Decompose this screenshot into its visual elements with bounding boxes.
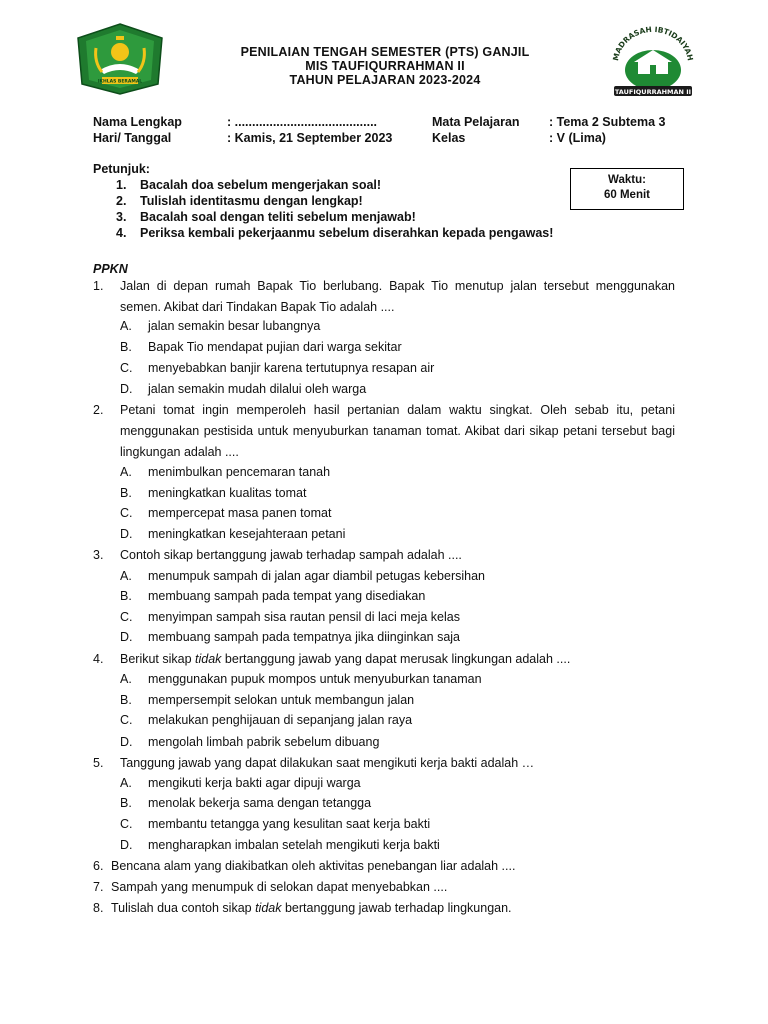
answer-option: D. jalan semakin mudah dilalui oleh warga <box>120 382 367 396</box>
instruction-item: 3. Bacalah soal dengan teliti sebelum menjawab! <box>116 210 416 224</box>
school-logo <box>604 24 702 106</box>
question-number: 3. <box>93 548 104 562</box>
time-label: Waktu: <box>608 174 646 186</box>
class-value: : V (Lima) <box>549 131 606 145</box>
subject-label: Mata Pelajaran <box>432 115 520 129</box>
answer-option: D. meningkatkan kesejahteraan petani <box>120 527 346 541</box>
answer-option: B. meningkatkan kualitas tomat <box>120 486 307 500</box>
answer-option: B. membuang sampah pada tempat yang disediakan <box>120 589 426 603</box>
short-question: 8. Tulislah dua contoh sikap tidak bertanggung jawab terhadap lingkungan. <box>93 901 512 915</box>
question-text: Jalan di depan rumah Bapak Tio berlubang. Bapak Tio menutup jalan tersebut menggunakan semen. Akibat dari Tindakan Bapak Tio adalah .... <box>120 279 675 314</box>
question-number: 5. <box>93 756 104 770</box>
answer-option: A. menumpuk sampah di jalan agar diambil petugas kebersihan <box>120 569 486 583</box>
exam-title <box>180 45 590 87</box>
short-question: 7. Sampah yang menumpuk di selokan dapat menyebabkan .... <box>93 880 448 894</box>
name-field: : ......................................... <box>227 115 378 129</box>
answer-option: A. jalan semakin besar lubangnya <box>120 319 321 333</box>
answer-option: C. membantu tetangga yang kesulitan saat kerja bakti <box>120 817 431 831</box>
question-number: 1. <box>93 279 104 293</box>
title-line-1: PENILAIAN TENGAH SEMESTER (PTS) GANJIL <box>240 45 530 59</box>
answer-option: C. menyebabkan banjir karena tertutupnya resapan air <box>120 361 435 375</box>
instruction-item: 1. Bacalah doa sebelum mengerjakan soal! <box>116 178 382 192</box>
answer-option: D. membuang sampah pada tempatnya jika diinginkan saja <box>120 630 460 644</box>
subject-value: : Tema 2 Subtema 3 <box>549 115 666 129</box>
answer-option: B. Bapak Tio mendapat pujian dari warga sekitar <box>120 340 402 354</box>
date-label: Hari/ Tanggal <box>93 131 172 145</box>
answer-option: B. menolak bekerja sama dengan tetangga <box>120 796 372 810</box>
instruction-item: 4. Periksa kembali pekerjaanmu sebelum diserahkan kepada pengawas! <box>116 226 554 240</box>
answer-option: C. mempercepat masa panen tomat <box>120 506 332 520</box>
question-text: Petani tomat ingin memperoleh hasil pertanian dalam waktu singkat. Oleh sebab itu, petani menggunakan pestisida untuk menyuburkan tanaman tomat. Akibat dari sikap petani tersebut bagi lingkungan adalah .... <box>120 403 675 459</box>
question-text: Berikut sikap tidak bertanggung jawab yang dapat merusak lingkungan adalah .... <box>120 652 571 666</box>
date-value: : Kamis, 21 September 2023 <box>227 131 393 145</box>
question-text: Contoh sikap bertanggung jawab terhadap sampah adalah .... <box>120 548 462 562</box>
question-number: 2. <box>93 403 104 417</box>
name-label: Nama Lengkap <box>93 115 182 129</box>
answer-option: D. mengolah limbah pabrik sebelum dibuang <box>120 735 380 749</box>
logo-right-top-text: MADRASAH IBTIDAIYAH <box>611 24 695 62</box>
answer-option: C. melakukan penghijauan di sepanjang jalan raya <box>120 713 413 727</box>
answer-option: C. menyimpan sampah sisa rautan pensil di laci meja kelas <box>120 610 460 624</box>
section-title: PPKN <box>93 262 128 276</box>
answer-option: A. menimbulkan pencemaran tanah <box>120 465 331 479</box>
time-value: 60 Menit <box>603 189 650 201</box>
title-line-3: TAHUN PELAJARAN 2023-2024 <box>289 73 481 87</box>
instructions-title: Petunjuk: <box>93 162 150 176</box>
answer-option: B. mempersempit selokan untuk membangun jalan <box>120 693 415 707</box>
title-line-2: MIS TAUFIQURRAHMAN II <box>305 59 465 73</box>
question-number: 4. <box>93 652 104 666</box>
time-box <box>570 168 684 210</box>
answer-option: A. menggunakan pupuk mompos untuk menyuburkan tanaman <box>120 672 482 686</box>
answer-option: A. mengikuti kerja bakti agar dipuji warga <box>120 776 361 790</box>
class-label: Kelas <box>432 131 466 145</box>
logo-left-text: IKHLAS BERAMAL <box>97 79 143 85</box>
answer-option: D. mengharapkan imbalan setelah mengikuti kerja bakti <box>120 838 440 852</box>
logo-right-bottom-text: TAUFIQURRAHMAN II <box>614 88 692 96</box>
kemenag-logo <box>72 22 168 96</box>
question-text: Tanggung jawab yang dapat dilakukan saat mengikuti kerja bakti adalah … <box>120 756 535 770</box>
short-question: 6. Bencana alam yang diakibatkan oleh aktivitas penebangan liar adalah .... <box>93 859 516 873</box>
instruction-item: 2. Tulislah identitasmu dengan lengkap! <box>116 194 363 208</box>
